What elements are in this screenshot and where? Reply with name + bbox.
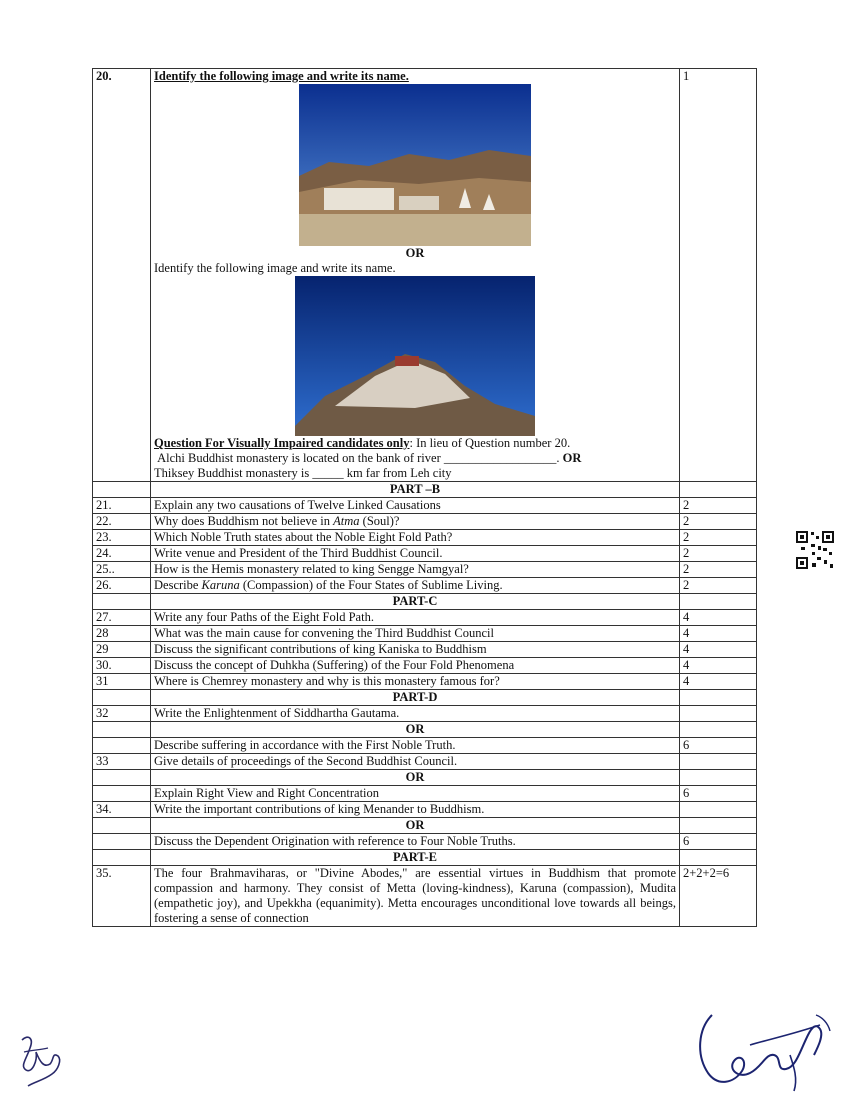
question-text: What was the main cause for convening the Third Buddhist Council (151, 626, 680, 642)
marks-cell: 2+2+2=6 (680, 866, 757, 927)
question-number: 31 (93, 674, 151, 690)
table-row (93, 738, 757, 754)
marks-cell: 4 (680, 610, 757, 626)
table-row (93, 642, 757, 658)
table-row (93, 786, 757, 802)
table-row (93, 69, 757, 482)
or-separator: OR (405, 246, 425, 260)
question-number: 29 (93, 642, 151, 658)
table-row (93, 674, 757, 690)
question-text: How is the Hemis monastery related to king Sengge Namgyal? (151, 562, 680, 578)
marks-cell: 2 (680, 498, 757, 514)
question-text: Write the important contributions of king Menander to Buddhism. (151, 802, 680, 818)
question-number: 28 (93, 626, 151, 642)
question-text: The four Brahmaviharas, or "Divine Abodes," are essential virtues in Buddhism that promote compassion and harmony. They consist of Metta (loving-kindness), Karuna (compassion), Mudita (empathetic joy), and Upekkha (equanimity). Metta encourages unconditional love towards all beings, fostering a sense of connection (151, 866, 680, 927)
section-heading-row (93, 690, 757, 706)
qr-code-icon (795, 530, 835, 570)
question-cell (151, 69, 680, 482)
marks-cell: 2 (680, 546, 757, 562)
marks-cell: 4 (680, 674, 757, 690)
table-row (93, 498, 757, 514)
question-title: Identify the following image and write its name. (154, 69, 409, 83)
or-separator: OR (151, 770, 680, 786)
table-row (93, 562, 757, 578)
question-number: 23. (93, 530, 151, 546)
marks-cell: 1 (680, 69, 757, 482)
table-row (93, 546, 757, 562)
question-text: Why does Buddhism not believe in Atma (Soul)? (151, 514, 680, 530)
visually-impaired-line-alt: Thiksey Buddhist monastery is _____ km far from Leh city (154, 466, 452, 480)
or-row (93, 722, 757, 738)
question-text: Give details of proceedings of the Second Buddhist Council. (151, 754, 680, 770)
table-row (93, 802, 757, 818)
table-row (93, 866, 757, 927)
or-row (93, 770, 757, 786)
or-row (93, 818, 757, 834)
question-number: 34. (93, 802, 151, 818)
question-text: Write venue and President of the Third Buddhist Council. (151, 546, 680, 562)
question-title-alt: Identify the following image and write its name. (154, 261, 396, 275)
section-heading-row (93, 850, 757, 866)
question-text: Describe Karuna (Compassion) of the Four States of Sublime Living. (151, 578, 680, 594)
section-heading: PART –B (151, 482, 680, 498)
question-text-alt: Explain Right View and Right Concentration (151, 786, 680, 802)
marks-cell: 2 (680, 514, 757, 530)
question-text: Discuss the significant contributions of king Kaniska to Buddhism (151, 642, 680, 658)
marks-cell: 6 (680, 786, 757, 802)
question-number: 35. (93, 866, 151, 927)
question-text: Which Noble Truth states about the Noble Eight Fold Path? (151, 530, 680, 546)
question-number: 32 (93, 706, 151, 722)
table-row (93, 514, 757, 530)
or-separator: OR (151, 722, 680, 738)
marks-cell: 2 (680, 530, 757, 546)
question-text: Discuss the concept of Duhkha (Suffering) of the Four Fold Phenomena (151, 658, 680, 674)
table-row (93, 530, 757, 546)
or-separator: OR (151, 818, 680, 834)
table-row (93, 658, 757, 674)
table-row (93, 610, 757, 626)
marks-cell: 6 (680, 738, 757, 754)
signature-left (14, 1030, 74, 1092)
marks-cell: 2 (680, 562, 757, 578)
question-number: 24. (93, 546, 151, 562)
visually-impaired-line: Alchi Buddhist monastery is located on the bank of river __________________. OR (157, 451, 582, 465)
section-heading: PART-D (151, 690, 680, 706)
question-number: 27. (93, 610, 151, 626)
question-text-alt: Discuss the Dependent Origination with reference to Four Noble Truths. (151, 834, 680, 850)
table-row (93, 626, 757, 642)
section-heading-row (93, 594, 757, 610)
table-row (93, 834, 757, 850)
question-number: 26. (93, 578, 151, 594)
question-number: 25.. (93, 562, 151, 578)
marks-cell: 6 (680, 834, 757, 850)
table-row (93, 578, 757, 594)
section-heading: PART-C (151, 594, 680, 610)
marks-cell: 2 (680, 578, 757, 594)
marks-cell: 4 (680, 626, 757, 642)
visually-impaired-question: Question For Visually Impaired candidates only: In lieu of Question number 20. (154, 436, 571, 450)
question-number: 21. (93, 498, 151, 514)
question-number: 22. (93, 514, 151, 530)
monastery-photo-alchi (299, 84, 531, 246)
question-table (92, 68, 757, 927)
question-text: Write any four Paths of the Eight Fold Path. (151, 610, 680, 626)
question-text: Where is Chemrey monastery and why is this monastery famous for? (151, 674, 680, 690)
question-number: 20. (93, 69, 151, 482)
monastery-photo-thiksey (295, 276, 535, 436)
question-number: 33 (93, 754, 151, 770)
section-heading: PART-E (151, 850, 680, 866)
question-number: 30. (93, 658, 151, 674)
marks-cell: 4 (680, 642, 757, 658)
table-row (93, 706, 757, 722)
marks-cell: 4 (680, 658, 757, 674)
question-text: Write the Enlightenment of Siddhartha Gautama. (151, 706, 680, 722)
question-text: Explain any two causations of Twelve Linked Causations (151, 498, 680, 514)
signature-right (690, 995, 840, 1095)
question-text-alt: Describe suffering in accordance with the First Noble Truth. (151, 738, 680, 754)
section-heading-row (93, 482, 757, 498)
table-row (93, 754, 757, 770)
